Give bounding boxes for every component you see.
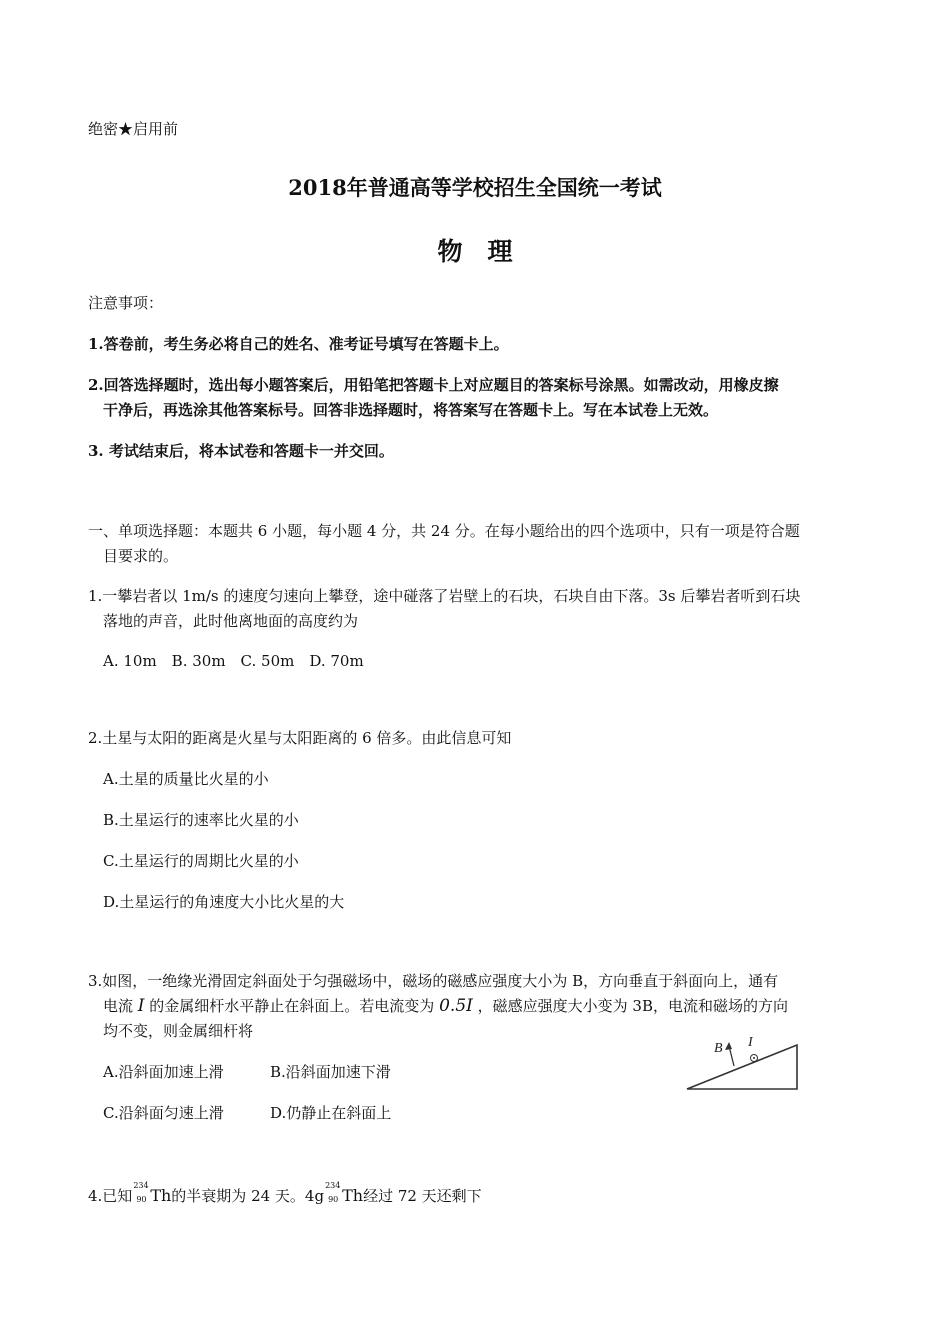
q3-text-c: ，磁感应强度大小变为 3B，电流和磁场的方向 [477,997,788,1015]
q4-prefix: 4.已知 [88,1187,133,1205]
atomic-number-2: 90 [328,1195,339,1204]
section-1-heading-cont: 目要求的。 [103,547,179,565]
question-3-option-d: D.仍静止在斜面上 [270,1104,392,1122]
q3-text-a: 电流 [103,997,134,1015]
question-3-stem: 3.如图，一绝缘光滑固定斜面处于匀强磁场中，磁场的磁感应强度大小为 B，方向垂直于斜面向上，通有 [88,972,779,990]
question-2-option-d: D.土星运行的角速度大小比火星的大 [103,893,345,911]
nuclide-notation-2 [325,1181,341,1205]
notice-item-2-line-1: 2.回答选择题时，选出每小题答案后，用铅笔把答题卡上对应题目的答案标号涂黑。如需改动，用橡皮擦 [88,376,779,394]
question-3-option-a: A.沿斜面加速上滑 [103,1063,224,1081]
q3-current-symbol: I [137,996,145,1016]
field-label-b: B [714,1041,723,1056]
question-3-option-b: B.沿斜面加速下滑 [270,1063,391,1081]
notice-item-3: 3. 考试结束后，将本试卷和答题卡一并交回。 [88,442,394,460]
q3-half-current: 0.5I [439,996,473,1016]
current-label-i: I [748,1035,753,1050]
question-4-stem [88,1181,482,1207]
q4-suffix: 经过 72 天还剩下 [363,1187,482,1205]
notice-item-2-line-2: 干净后，再选涂其他答案标号。回答非选择题时，将答案写在答题卡上。写在本试卷上无效。 [103,401,719,419]
question-3-stem-line-3: 均不变，则金属细杆将 [103,1022,254,1040]
question-3-option-c: C.沿斜面匀速上滑 [103,1104,224,1122]
subject-title: 物 理 [437,237,513,266]
q3-text-b: 的金属细杆水平静止在斜面上。若电流变为 [149,997,435,1015]
question-3-stem-line-2 [103,995,788,1017]
element-symbol-2: Th [342,1186,364,1205]
q4-mid: 的半衰期为 24 天。4g [171,1187,325,1205]
confidential-mark: 绝密★启用前 [88,120,179,138]
question-1-stem: 1.一攀岩者以 1m/s 的速度匀速向上攀登，途中碰落了岩壁上的石块，石块自由下落。3s 后攀岩者听到石块 [88,587,801,605]
element-symbol: Th [150,1186,172,1205]
exam-title: 2018年普通高等学校招生全国统一考试 [288,175,662,200]
atomic-number: 90 [136,1195,147,1204]
nuclide-notation-1 [133,1181,149,1205]
incline-figure [682,1030,807,1095]
incline-triangle [687,1045,797,1089]
current-dot [753,1057,755,1059]
question-2-stem: 2.土星与太阳的距离是火星与太阳距离的 6 倍多。由此信息可知 [88,729,512,747]
mass-number-2: 234 [325,1181,341,1190]
question-1-stem-cont: 落地的声音，此时他离地面的高度约为 [103,612,359,630]
question-2-option-c: C.土星运行的周期比火星的小 [103,852,299,870]
notice-item-1: 1.答卷前，考生务必将自己的姓名、准考证号填写在答题卡上。 [88,335,509,353]
question-2-option-b: B.土星运行的速率比火星的小 [103,811,299,829]
mass-number: 234 [133,1181,149,1190]
question-2-option-a: A.土星的质量比火星的小 [103,770,269,788]
notice-heading: 注意事项： [88,294,164,312]
field-arrow-head [725,1042,732,1050]
section-1-heading: 一、单项选择题：本题共 6 小题，每小题 4 分，共 24 分。在每小题给出的四个选项中，只有一项是符合题 [88,522,800,540]
question-1-options: A. 10m B. 30m C. 50m D. 70m [103,652,364,670]
